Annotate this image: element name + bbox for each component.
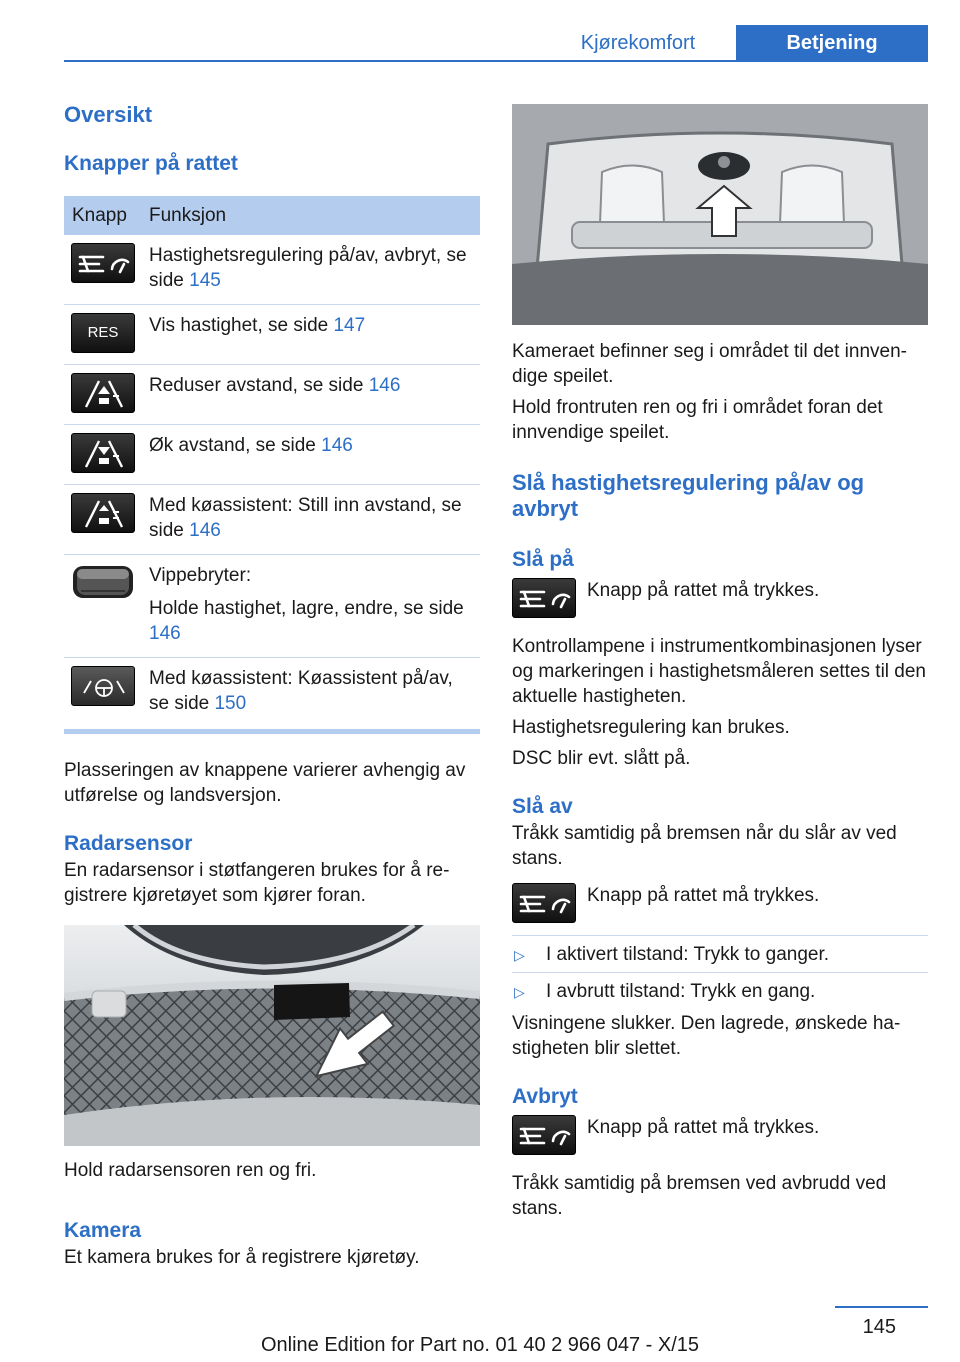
- row-text: Med køassistent: Køassistent på/av, se side: [149, 668, 453, 714]
- page-link[interactable]: 147: [333, 315, 366, 336]
- row-text: Med køassistent: Still inn avstand, se side: [149, 495, 462, 541]
- row-text: Øk avstand, se side: [149, 435, 322, 456]
- on-text-3: DSC blir evt. slått på.: [512, 748, 691, 769]
- bullet-triangle-icon: ▷: [514, 984, 525, 1000]
- radar-caption: Hold radarsensoren ren og fri.: [64, 1160, 317, 1181]
- table-bottom-rule: [64, 729, 480, 734]
- cruise-control-icon: [512, 883, 576, 923]
- list-item: ▷ I aktivert tilstand: Trykk to ganger.: [512, 936, 928, 973]
- off-bullet-list: [512, 935, 928, 1009]
- camera-location-text: Kameraet befinner seg i området til det innvendige speilet.: [512, 341, 907, 387]
- table-row: [64, 235, 480, 305]
- cruise-control-icon: [71, 243, 135, 283]
- page-number: 145: [862, 1316, 896, 1338]
- page-link[interactable]: 146: [149, 623, 181, 644]
- list-item: ▷ I avbrutt tilstand: Trykk en gang.: [512, 973, 928, 1009]
- table-row: [64, 425, 480, 485]
- off-text-2: Visningene slukker. Den lagrede, ønskede hastigheten blir slettet.: [512, 1013, 901, 1059]
- page-link[interactable]: 146: [368, 375, 401, 396]
- table-header-function: Funksjon: [141, 196, 480, 235]
- camera-heading: Kamera: [64, 1219, 142, 1242]
- header-tab: Betjening: [736, 25, 928, 61]
- button-table: [64, 196, 480, 727]
- on-text-1: Kontrollampene i instrumentkombinasjonen lyser og markeringen i hastighetsmåleren settes til den aktuelle hastigheten.: [512, 636, 927, 707]
- page-link[interactable]: 150: [214, 693, 247, 714]
- row-text: Reduser avstand, se side: [149, 375, 369, 396]
- on-instruction: [512, 578, 928, 618]
- table-row: [64, 658, 480, 728]
- camera-photo: [512, 104, 928, 325]
- row-text: Vippebryter:: [149, 565, 252, 586]
- cancel-button-text: Knapp på rattet må trykkes.: [587, 1117, 820, 1138]
- off-instruction: [512, 883, 928, 923]
- traffic-jam-assistant-icon: [71, 666, 135, 706]
- distance-reduce-icon: [71, 373, 135, 413]
- header-rule: [64, 60, 928, 62]
- cruise-control-icon: [512, 578, 576, 618]
- camera-text: Et kamera brukes for å registrere kjøretøy.: [64, 1247, 420, 1268]
- section-title: Knapper på rattet: [64, 152, 238, 175]
- right-column: [512, 104, 928, 1221]
- off-button-text: Knapp på rattet må trykkes.: [587, 885, 820, 906]
- table-row: [64, 365, 480, 425]
- page-link[interactable]: 145: [189, 270, 221, 291]
- distance-increase-icon: [71, 433, 135, 473]
- distance-set-icon: [71, 493, 135, 533]
- footer-rule: [835, 1306, 928, 1308]
- radar-sensor-photo: [64, 925, 480, 1146]
- page-title: Oversikt: [64, 102, 153, 127]
- radar-text: En radarsensor i støtfangeren brukes for å registrere kjøretøyet som kjører foran.: [64, 860, 450, 906]
- bullet-triangle-icon: ▷: [514, 947, 525, 963]
- row-text: Hastighetsregulering på/av, avbryt, se side: [149, 245, 467, 291]
- on-heading: Slå på: [512, 548, 574, 571]
- table-row: [64, 485, 480, 555]
- cancel-heading: Avbryt: [512, 1085, 578, 1108]
- on-text-2: Hastighetsregulering kan brukes.: [512, 717, 790, 738]
- cruise-control-icon: [512, 1115, 576, 1155]
- table-row: [64, 305, 480, 365]
- radar-heading: Radarsensor: [64, 832, 193, 855]
- page-link[interactable]: 146: [321, 435, 353, 456]
- cancel-text: Tråkk samtidig på bremsen ved avbrudd ved stans.: [512, 1173, 887, 1219]
- res-icon: RES: [71, 313, 135, 353]
- header-section: Kjørekomfort: [580, 32, 696, 54]
- off-text-1: Tråkk samtidig på bremsen når du slår av ved stans.: [512, 823, 897, 869]
- cancel-instruction: [512, 1115, 928, 1155]
- button-location-note: Plasseringen av knappene varierer avhengig av utførelse og landsversjon.: [64, 760, 466, 806]
- table-header-row: [64, 196, 480, 235]
- page-link[interactable]: 146: [189, 520, 221, 541]
- left-column: [64, 100, 480, 1270]
- table-row: [64, 555, 480, 658]
- row-text-secondary: Holde hastighet, lagre, endre, se side: [149, 598, 464, 619]
- on-button-text: Knapp på rattet må trykkes.: [587, 580, 820, 601]
- footer-edition: Online Edition for Part no. 01 40 2 966 047 - X/15: [260, 1334, 700, 1356]
- table-header-button: Knapp: [64, 196, 141, 235]
- row-text: Vis hastighet, se side: [149, 315, 334, 336]
- cruise-section-heading: Slå hastighetsregulering på/av og avbryt: [512, 470, 865, 521]
- camera-clean-text: Hold frontruten ren og fri i området foran det innvendige speilet.: [512, 397, 883, 443]
- off-heading: Slå av: [512, 795, 573, 818]
- rocker-switch-icon: [71, 563, 135, 603]
